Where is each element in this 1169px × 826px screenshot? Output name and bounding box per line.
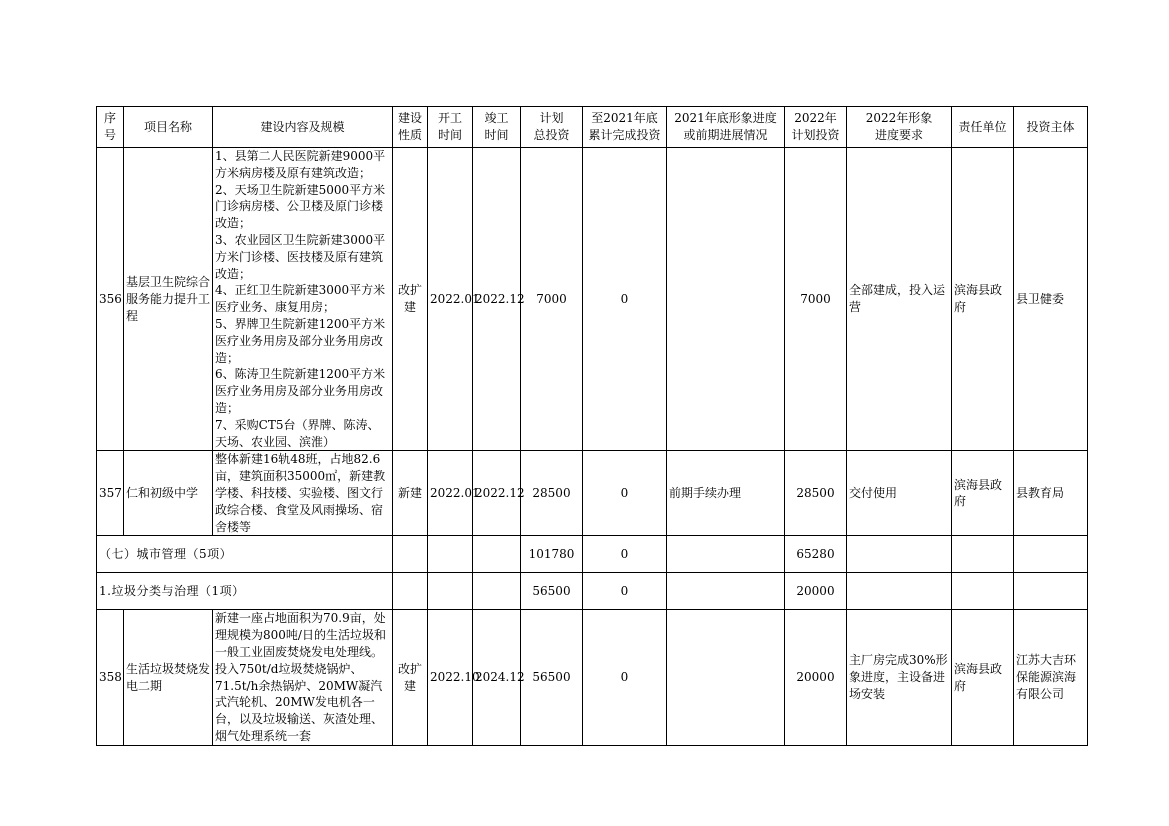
row-plan-total: 28500 [521,451,583,536]
row-seq: 356 [97,148,124,451]
empty-cell [667,573,785,610]
row-completed-2021: 0 [583,148,667,451]
subsection-label: 1.垃圾分类与治理（1项） [97,573,393,610]
row-req-2022: 全部建成，投入运营 [847,148,952,451]
row-investor: 县教育局 [1014,451,1088,536]
row-end: 2022.12 [473,451,521,536]
empty-cell [952,536,1014,573]
header-content: 建设内容及规模 [213,107,393,148]
row-seq: 358 [97,610,124,745]
row-nature: 新建 [393,451,428,536]
row-completed-2021: 0 [583,610,667,745]
empty-cell [1014,573,1088,610]
empty-cell [667,536,785,573]
empty-cell [1014,536,1088,573]
section-label: （七）城市管理（5项） [97,536,393,573]
empty-cell [428,573,473,610]
row-completed-2021: 0 [583,451,667,536]
subsection-row [97,573,1088,610]
header-req-2022: 2022年形象 进度要求 [847,107,952,148]
section-completed-2021: 0 [583,536,667,573]
header-investor: 投资主体 [1014,107,1088,148]
header-end: 竣工 时间 [473,107,521,148]
project-table [96,106,1088,746]
row-resp-unit: 滨海县政府 [952,451,1014,536]
row-nature: 改扩建 [393,148,428,451]
subsection-plan-2022: 20000 [785,573,847,610]
header-seq: 序 号 [97,107,124,148]
row-plan-2022: 28500 [785,451,847,536]
header-progress-2021: 2021年底形象进度 或前期进展情况 [667,107,785,148]
row-end: 2022.12 [473,148,521,451]
empty-cell [952,573,1014,610]
row-seq: 357 [97,451,124,536]
table-row [97,610,1088,745]
header-nature: 建设 性质 [393,107,428,148]
row-start: 2022.01 [428,148,473,451]
section-row [97,536,1088,573]
row-end: 2024.12 [473,610,521,745]
row-name: 生活垃圾焚烧发电二期 [124,610,213,745]
row-plan-2022: 20000 [785,610,847,745]
section-plan-total: 101780 [521,536,583,573]
row-nature: 改扩建 [393,610,428,745]
empty-cell [393,573,428,610]
row-content: 1、县第二人民医院新建9000平方米病房楼及原有建筑改造； 2、天场卫生院新建5000平方米门诊病房楼、公卫楼及原门诊楼改造； 3、农业园区卫生院新建3000平方米门诊楼、医技楼及原有建筑改造； 4、正红卫生院新建3000平方米医疗业务、康复用房； 5、界牌卫生院新建1200平方米医疗业务用房及部分业务用房改造； 6、陈涛卫生院新建1200平方米医疗业务用房及部分业务用房改造； 7、采购CT5台（界牌、陈涛、天场、农业园、滨淮） [213,148,393,451]
subsection-completed-2021: 0 [583,573,667,610]
empty-cell [473,536,521,573]
row-req-2022: 交付使用 [847,451,952,536]
row-investor: 县卫健委 [1014,148,1088,451]
row-progress-2021 [667,610,785,745]
table-row [97,148,1088,451]
row-plan-2022: 7000 [785,148,847,451]
header-completed-2021: 至2021年底 累计完成投资 [583,107,667,148]
empty-cell [428,536,473,573]
row-investor: 江苏大吉环保能源滨海有限公司 [1014,610,1088,745]
table-row [97,451,1088,536]
row-content: 新建一座占地面积为70.9亩，处理规模为800吨/日的生活垃圾和一般工业固废焚烧发电处理线。投入750t/d垃圾焚烧锅炉、71.5t/h余热锅炉、20MW凝汽式汽轮机、20MW发电机各一台，以及垃圾输送、灰渣处理、烟气处理系统一套 [213,610,393,745]
subsection-plan-total: 56500 [521,573,583,610]
row-plan-total: 7000 [521,148,583,451]
header-row [97,107,1088,148]
row-start: 2022.01 [428,451,473,536]
empty-cell [473,573,521,610]
row-progress-2021 [667,148,785,451]
row-name: 仁和初级中学 [124,451,213,536]
header-name: 项目名称 [124,107,213,148]
section-plan-2022: 65280 [785,536,847,573]
row-content: 整体新建16轨48班，占地82.6亩，建筑面积35000㎡，新建教学楼、科技楼、实验楼、图文行政综合楼、食堂及风雨操场、宿舍楼等 [213,451,393,536]
empty-cell [847,536,952,573]
empty-cell [847,573,952,610]
row-req-2022: 主厂房完成30%形象进度，主设备进场安装 [847,610,952,745]
row-progress-2021: 前期手续办理 [667,451,785,536]
header-plan-2022: 2022年 计划投资 [785,107,847,148]
row-plan-total: 56500 [521,610,583,745]
row-name: 基层卫生院综合服务能力提升工程 [124,148,213,451]
row-resp-unit: 滨海县政府 [952,148,1014,451]
row-resp-unit: 滨海县政府 [952,610,1014,745]
empty-cell [393,536,428,573]
header-plan-total: 计划 总投资 [521,107,583,148]
row-start: 2022.10 [428,610,473,745]
header-start: 开工 时间 [428,107,473,148]
header-resp-unit: 责任单位 [952,107,1014,148]
